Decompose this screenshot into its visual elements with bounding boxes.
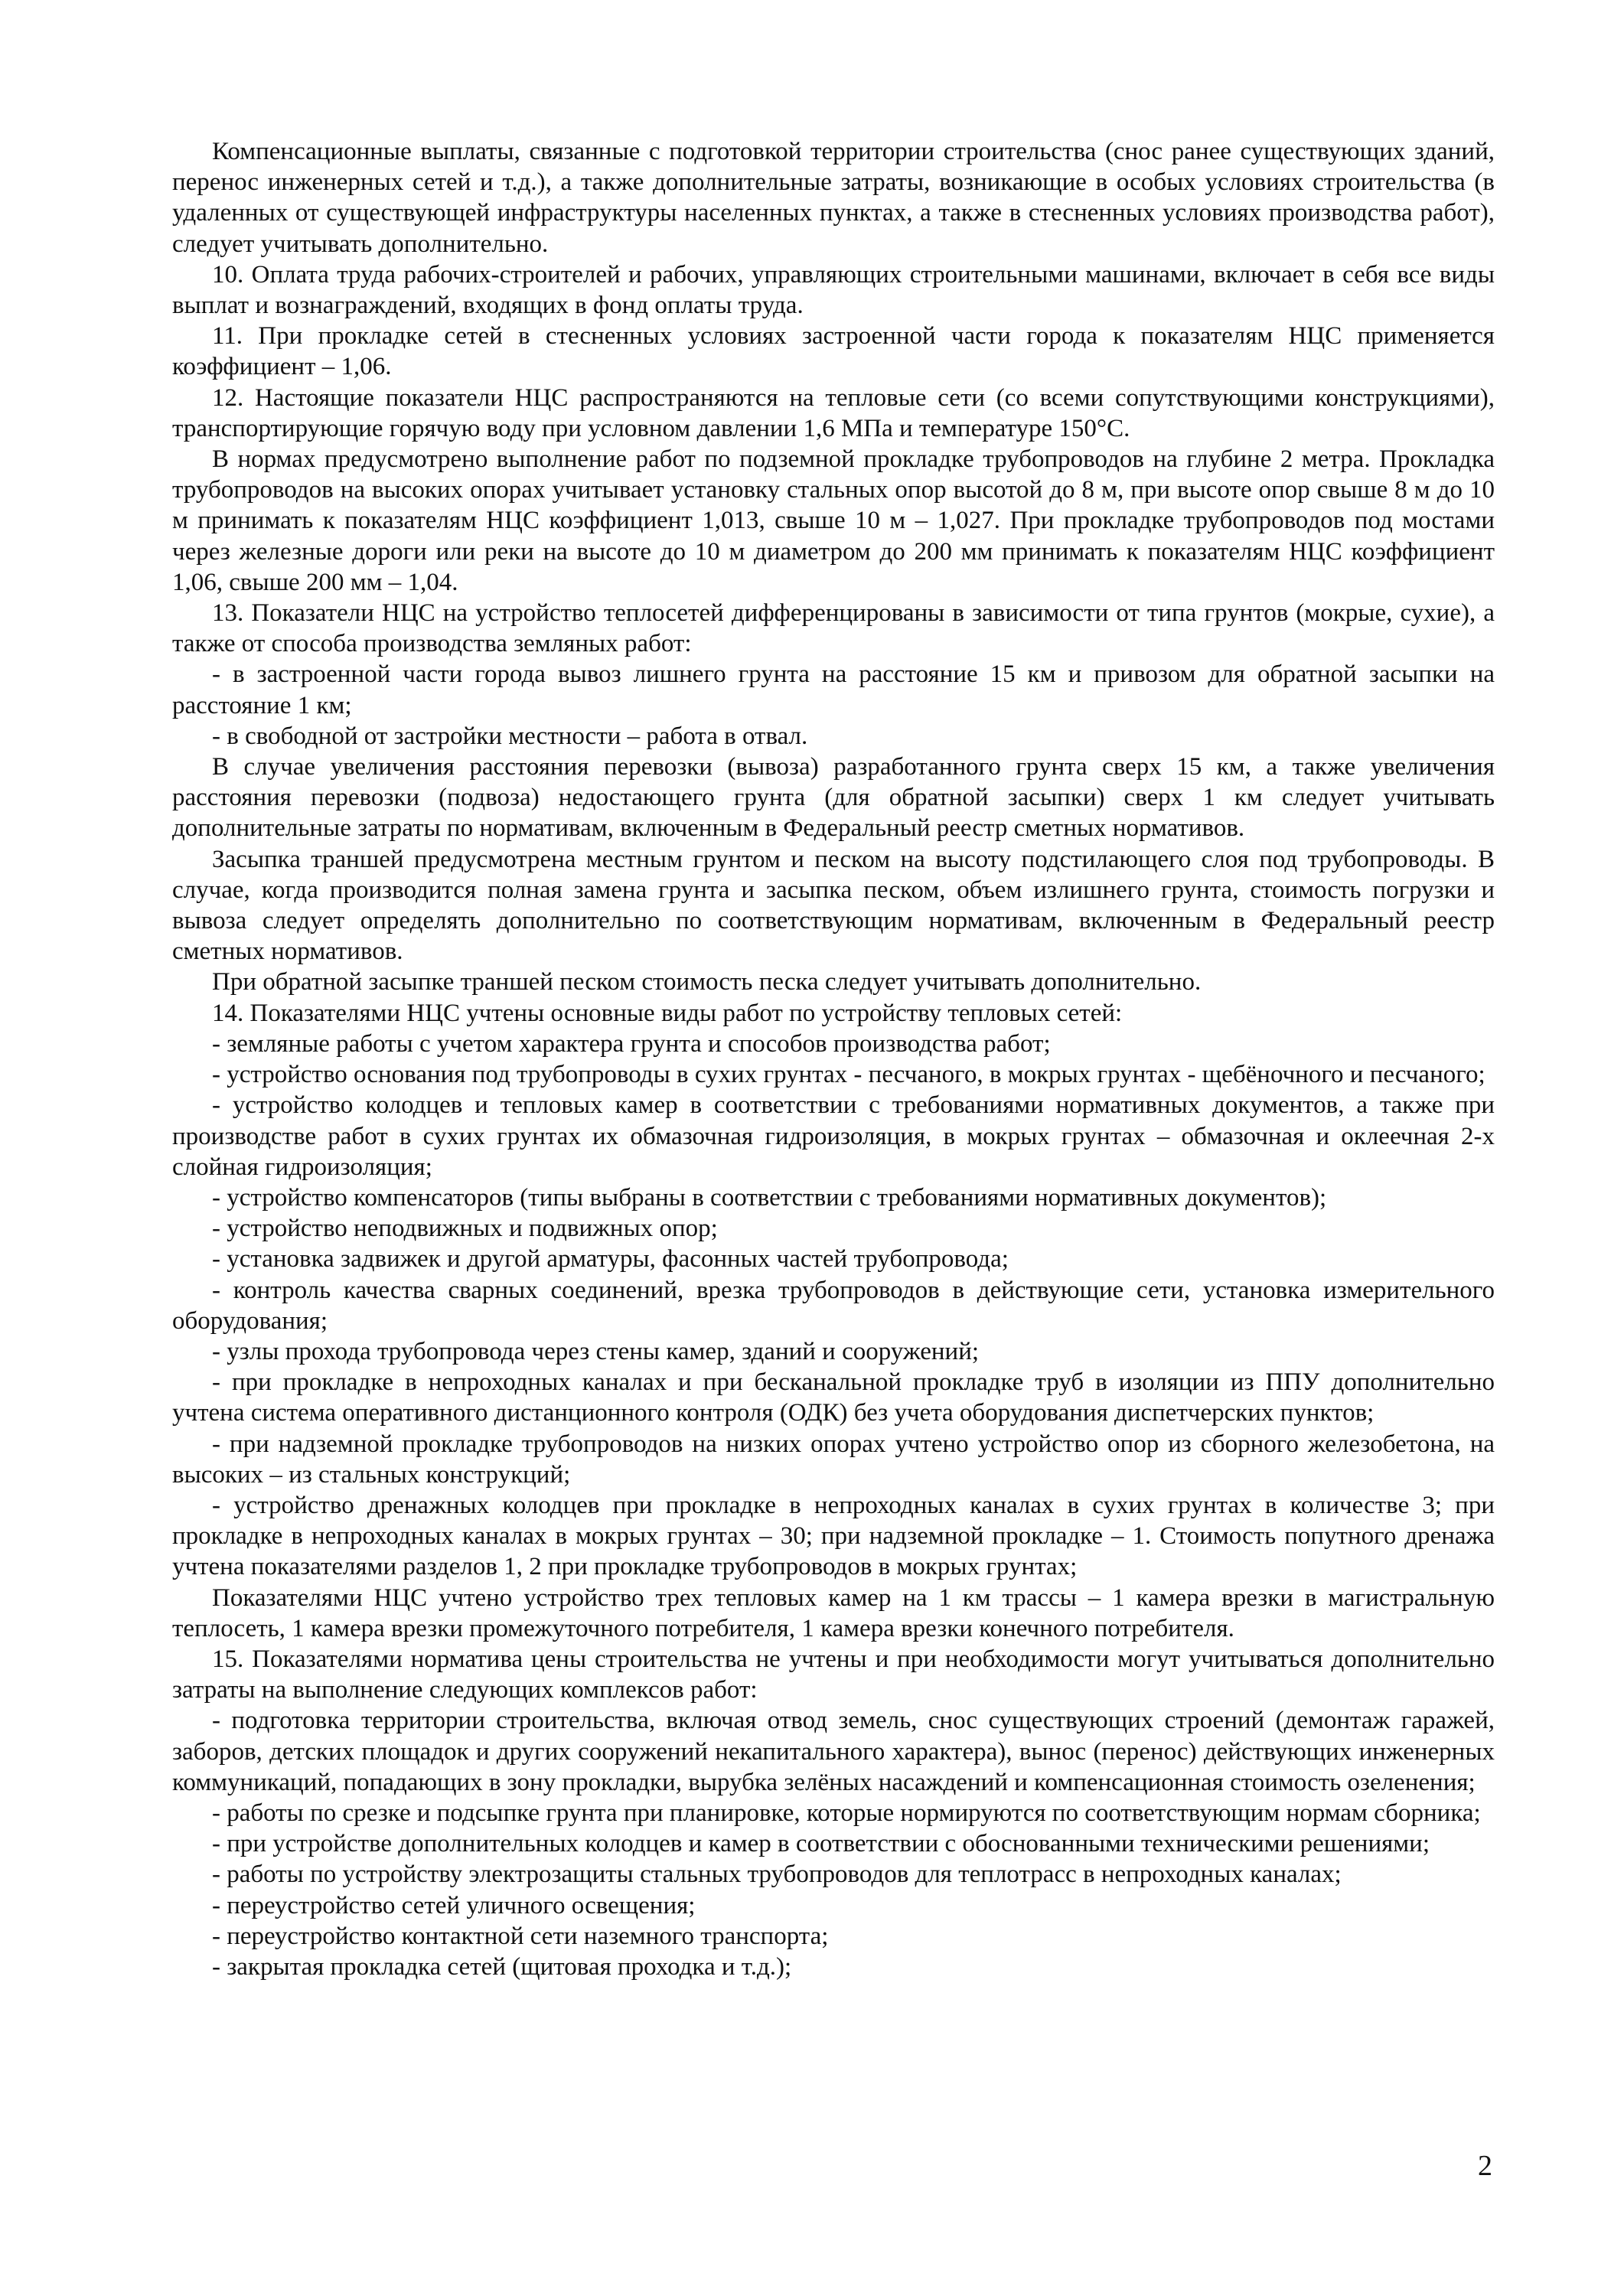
paragraph: 11. При прокладке сетей в стесненных условиях застроенной части города к показателям НЦС применяется коэффициент – 1,06. xyxy=(172,322,1495,381)
page-number: 2 xyxy=(1478,2150,1492,2182)
list-item: - работы по устройству электрозащиты стальных трубопроводов для теплотрасс в непроходных каналах; xyxy=(212,1861,1342,1889)
list-item: - закрытая прокладка сетей (щитовая проходка и т.д.); xyxy=(212,1952,792,1981)
paragraph: 14. Показателями НЦС учтены основные виды работ по устройству тепловых сетей: xyxy=(212,999,1123,1027)
document-body xyxy=(172,136,1495,1982)
list-item: - при прокладке в непроходных каналах и при бесканальной прокладке труб в изоляции из ППУ дополнительно учтена система оперативного дистанционного контроля (ОДК) без учета оборудования диспетчерских пунктов; xyxy=(172,1368,1495,1427)
list-item: - переустройство контактной сети наземного транспорта; xyxy=(212,1922,829,1950)
list-item: - в свободной от застройки местности – работа в отвал. xyxy=(212,722,808,750)
paragraph: В случае увеличения расстояния перевозки (вывоза) разработанного грунта сверх 15 км, а также увеличения расстояния перевозки (подвоза) недостающего грунта (для обратной засыпки) сверх 1 км следует учитывать дополнительные затраты по нормативам, включенным в Федеральный реестр сметных нормативов. xyxy=(172,753,1495,843)
paragraph: Компенсационные выплаты, связанные с подготовкой территории строительства (снос ранее существующих зданий, перенос инженерных сетей и т.д.), а также дополнительные затраты, возникающие в особых условиях строительства (в удаленных от существующей инфраструктуры населенных пунктах, а также в стесненных условиях производства работ), следует учитывать дополнительно. xyxy=(172,138,1495,258)
list-item: - работы по срезке и подсыпке грунта при планировке, которые нормируются по соответствующим нормам сборника; xyxy=(212,1799,1481,1827)
list-item: - устройство колодцев и тепловых камер в соответствии с требованиями нормативных документов, а также при производстве работ в сухих грунтах их обмазочная гидроизоляция, в мокрых грунтах – обмазочная и оклеечная 2-х слойная гидроизоляция; xyxy=(172,1091,1495,1181)
list-item: - земляные работы с учетом характера грунта и способов производства работ; xyxy=(212,1029,1051,1058)
list-item: - устройство неподвижных и подвижных опор; xyxy=(212,1215,718,1243)
paragraph: 13. Показатели НЦС на устройство теплосетей дифференцированы в зависимости от типа грунтов (мокрые, сухие), а также от способа производства земляных работ: xyxy=(172,599,1495,658)
paragraph: Показателями НЦС учтено устройство трех тепловых камер на 1 км трассы – 1 камера врезки в магистральную теплосеть, 1 камера врезки промежуточного потребителя, 1 камера врезки конечного потребителя. xyxy=(172,1583,1495,1642)
list-item: - устройство компенсаторов (типы выбраны в соответствии с требованиями нормативных документов); xyxy=(212,1183,1327,1212)
paragraph: 15. Показателями норматива цены строительства не учтены и при необходимости могут учитываться дополнительно затраты на выполнение следующих комплексов работ: xyxy=(172,1645,1495,1704)
list-item: - при надземной прокладке трубопроводов на низких опорах учтено устройство опор из сборного железобетона, на высоких – из стальных конструкций; xyxy=(172,1430,1495,1489)
list-item: - контроль качества сварных соединений, врезка трубопроводов в действующие сети, установка измерительного оборудования; xyxy=(172,1276,1495,1335)
list-item: - при устройстве дополнительных колодцев и камер в соответствии с обоснованными техническими решениями; xyxy=(212,1830,1430,1858)
list-item: - установка задвижек и другой арматуры, фасонных частей трубопровода; xyxy=(212,1245,1009,1274)
list-item: - подготовка территории строительства, включая отвод земель, снос существующих строений (демонтаж гаражей, заборов, детских площадок и других сооружений некапитального характера), вынос (перенос) действующих инженерных коммуникаций, попадающих в зону прокладки, вырубка зелёных насаждений и компенсационная стоимость озеленения; xyxy=(172,1707,1495,1796)
paragraph: При обратной засыпке траншей песком стоимость песка следует учитывать дополнительно. xyxy=(212,968,1202,996)
paragraph: 10. Оплата труда рабочих-строителей и рабочих, управляющих строительными машинами, включает в себя все виды выплат и вознаграждений, входящих в фонд оплаты труда. xyxy=(172,260,1495,320)
list-item: - устройство дренажных колодцев при прокладке в непроходных каналах в сухих грунтах в количестве 3; при прокладке в непроходных каналах в мокрых грунтах – 30; при надземной прокладке – 1. Стоимость попутного дренажа учтена показателями разделов 1, 2 при прокладке трубопроводов в мокрых грунтах; xyxy=(172,1491,1495,1581)
list-item: - переустройство сетей уличного освещения; xyxy=(212,1891,696,1919)
list-item: - в застроенной части города вывоз лишнего грунта на расстояние 15 км и привозом для обратной засыпки на расстояние 1 км; xyxy=(172,660,1495,719)
paragraph: Засыпка траншей предусмотрена местным грунтом и песком на высоту подстилающего слоя под трубопроводы. В случае, когда производится полная замена грунта и засыпка песком, объем излишнего грунта, стоимость погрузки и вывоза следует определять дополнительно по соответствующим нормативам, включенным в Федеральный реестр сметных нормативов. xyxy=(172,845,1495,966)
paragraph: В нормах предусмотрено выполнение работ по подземной прокладке трубопроводов на глубине 2 метра. Прокладка трубопроводов на высоких опорах учитывает установку стальных опор высотой до 8 м, при высоте опор свыше 8 м до 10 м принимать к показателям НЦС коэффициент 1,013, свыше 10 м – 1,027. При прокладке трубопроводов под мостами через железные дороги или реки на высоте до 10 м диаметром до 200 мм принимать к показателям НЦС коэффициент 1,06, свыше 200 мм – 1,04. xyxy=(172,445,1495,596)
paragraph: 12. Настоящие показатели НЦС распространяются на тепловые сети (со всеми сопутствующими конструкциями), транспортирующие горячую воду при условном давлении 1,6 МПа и температуре 150°С. xyxy=(172,383,1495,442)
list-item: - узлы прохода трубопровода через стены камер, зданий и сооружений; xyxy=(212,1337,980,1365)
list-item: - устройство основания под трубопроводы в сухих грунтах - песчаного, в мокрых грунтах - щебёночного и песчаного; xyxy=(212,1061,1485,1089)
